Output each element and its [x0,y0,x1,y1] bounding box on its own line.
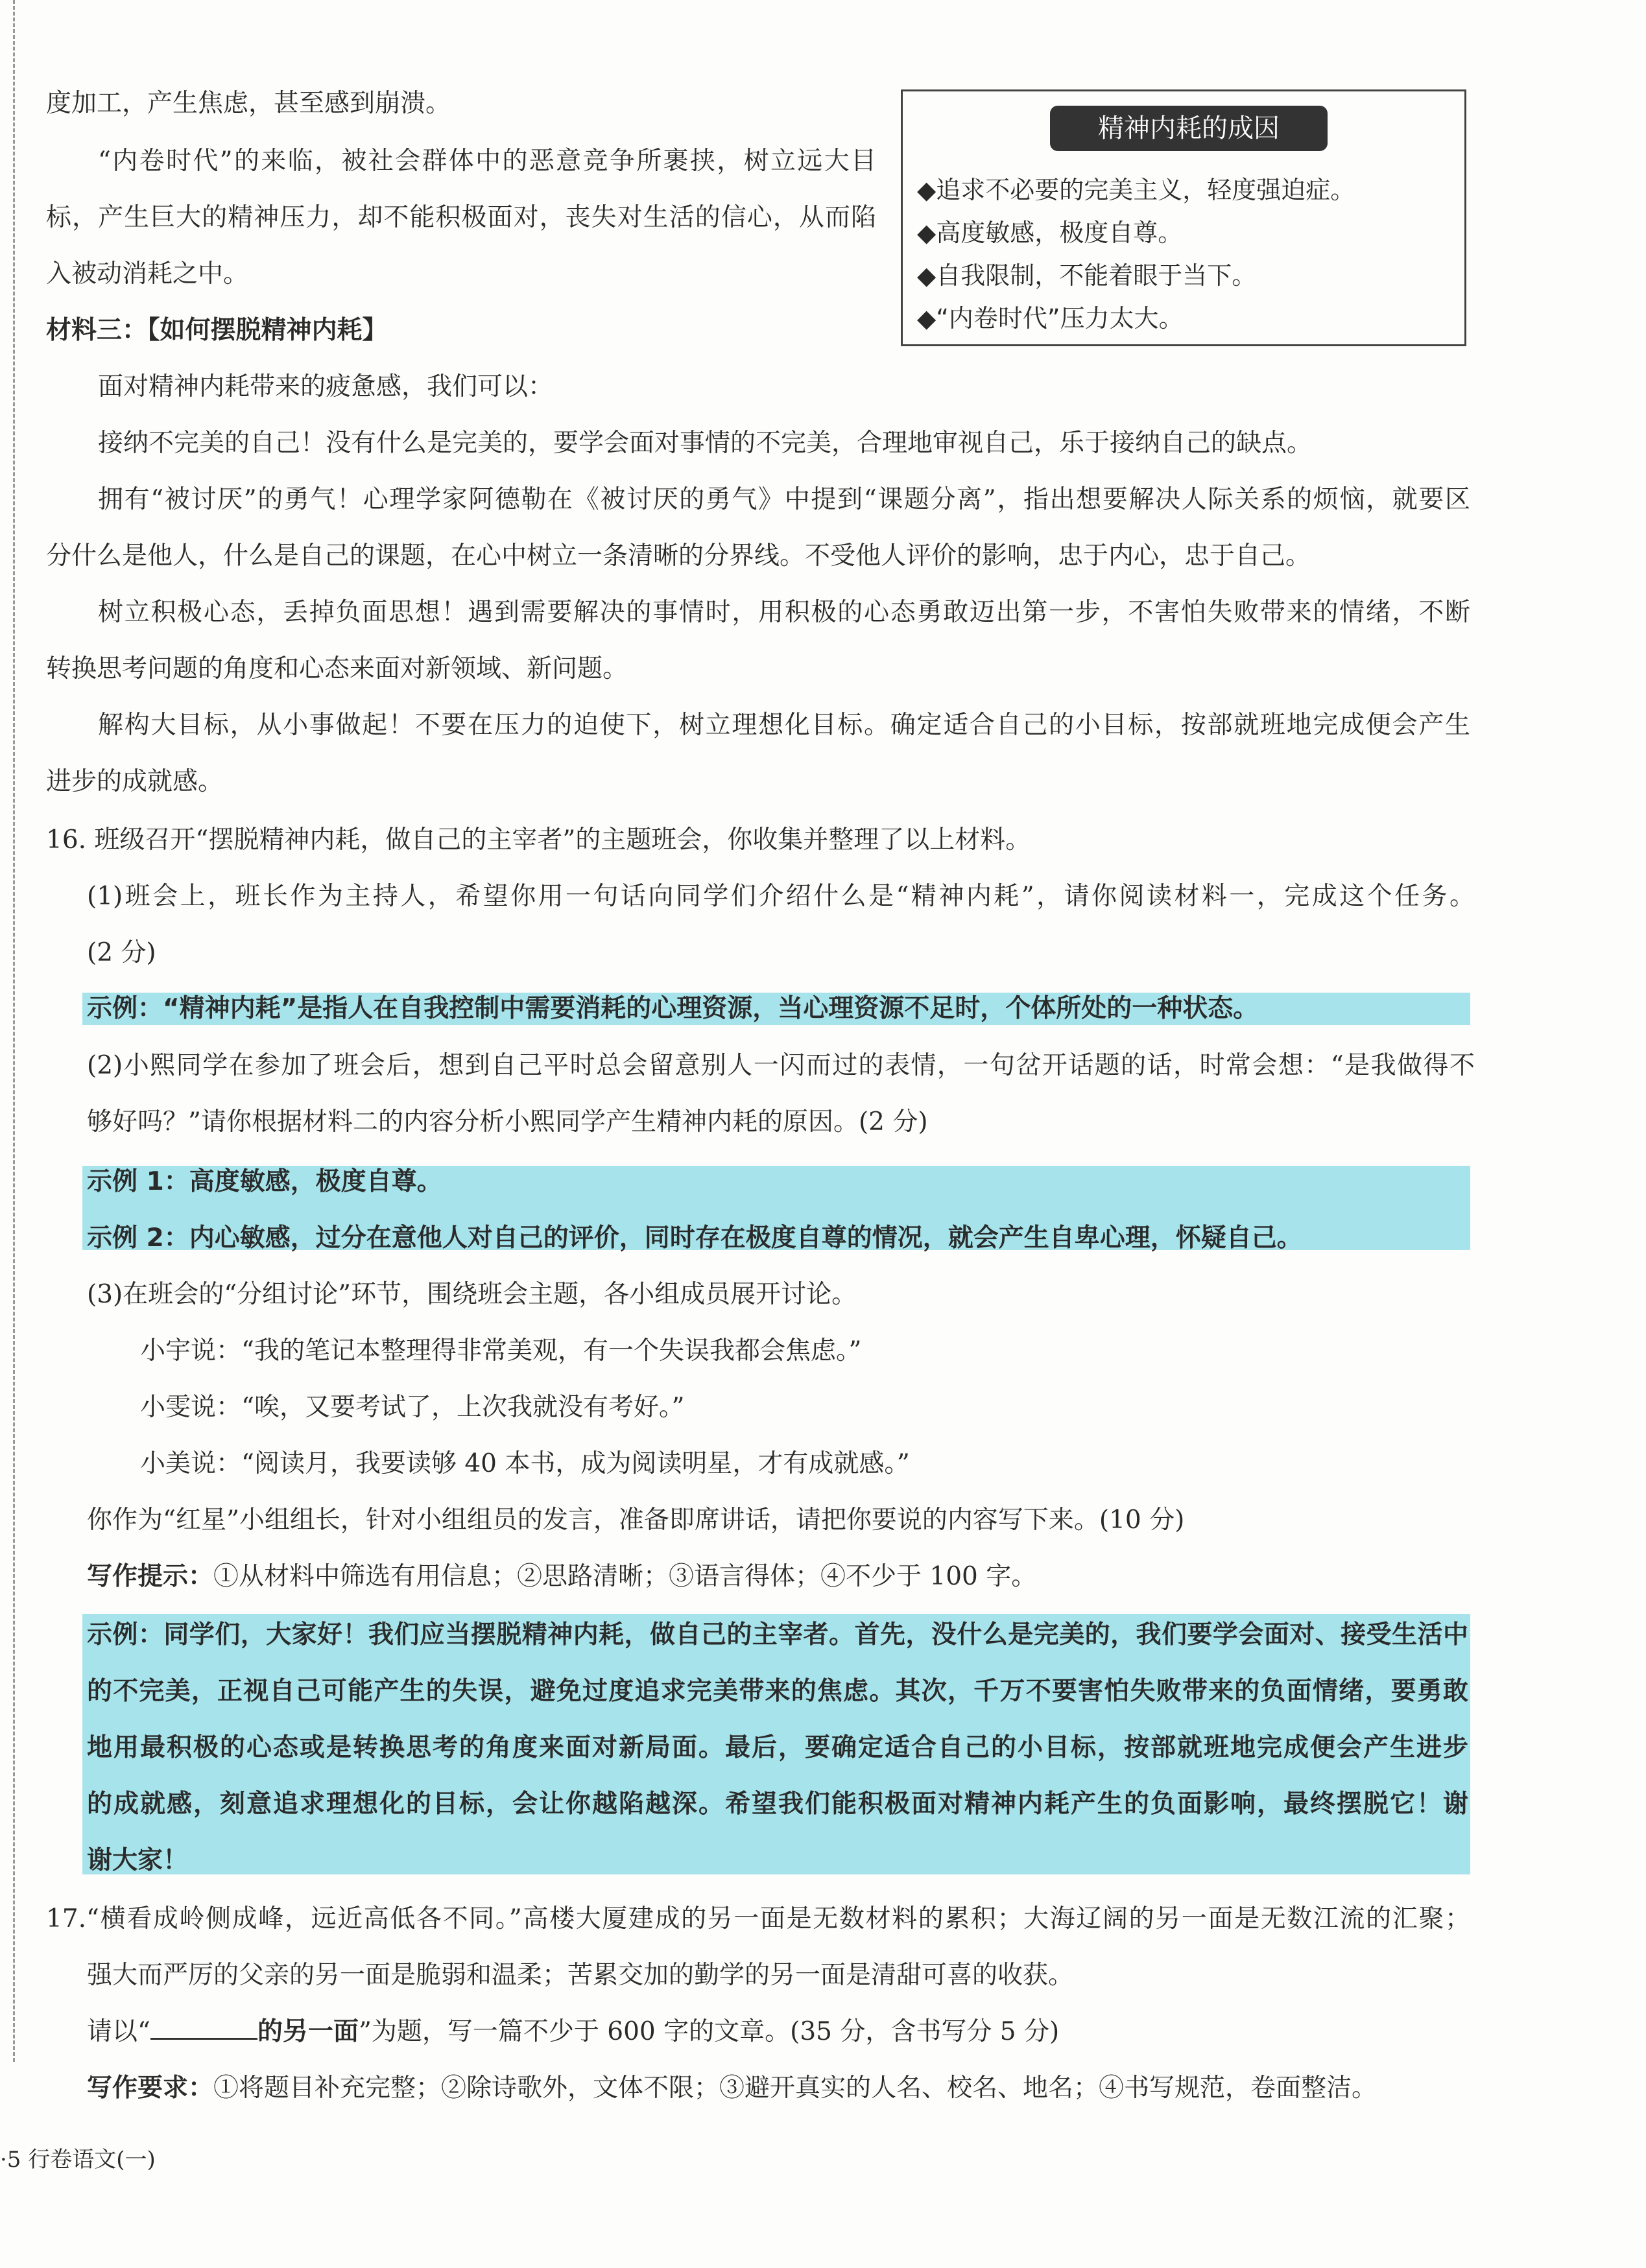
text-line: 面对精神内耗带来的疲惫感，我们可以： [98,372,554,401]
req-label: 写作要求： [87,2073,214,2103]
text-line: (3)在班会的“分组讨论”环节，围绕班会主题，各小组成员展开讨论。 [87,1280,857,1309]
text-line: 你作为“红星”小组组长，针对小组组员的发言，准备即席讲话，请把你要说的内容写下来。(10 分) [87,1506,1185,1535]
req-text: ①将题目补充完整；②除诗歌外，文体不限；③避开真实的人名、校名、地名；④书写规范，卷面整洁。 [213,2073,1378,2103]
hint-text: ①从材料中筛选有用信息；②思路清晰；③语言得体；④不少于 100 字。 [213,1562,1037,1591]
text-line: (2)小熙同学在参加了班会后，想到自己平时总会留意别人一闪而过的表情，一句岔开话题的话，时常会想：“是我做得不 [87,1051,1475,1080]
answer-3-line: 谢大家！ [87,1846,189,1875]
quote: 小美说：“阅读月，我要读够 40 本书，成为阅读明星，才有成就感。” [140,1449,910,1478]
cause-item: ◆“内卷时代”压力太大。 [917,304,1184,333]
answer-3-line: 的不完美，正视自己可能产生的失误，避免过度追求完美带来的焦虑。其次，千万不要害怕失败带来的负面情绪，要勇敢 [87,1677,1468,1706]
text-line: 分什么是他人，什么是自己的课题，在心中树立一条清晰的分界线。不受他人评价的影响，忠于内心，忠于自己。 [46,541,1311,571]
writing-hint [87,1559,1036,1595]
causes-box-title: 精神内耗的成因 [1050,106,1328,151]
answer-3-line: 地用最积极的心态或是转换思考的角度来面对新局面。最后，要确定适合自己的小目标，按部就班地完成便会产生进步 [87,1733,1468,1762]
quote: 小雯说：“唉，又要考试了，上次我就没有考好。” [140,1393,685,1422]
cause-item: ◆追求不必要的完美主义，轻度强迫症。 [917,176,1355,204]
answer-2-2: 示例 2：内心敏感，过分在意他人对自己的评价，同时存在极度自尊的情况，就会产生自卑心理，怀疑自己。 [87,1223,1302,1253]
text-line: 够好吗？”请你根据材料二的内容分析小熙同学产生精神内耗的原因。(2 分) [87,1107,928,1137]
essay-prompt [87,2014,1059,2050]
prompt-post: ”为题，写一篇不少于 600 字的文章。(35 分，含书写分 5 分) [358,2017,1060,2046]
prompt-title: 的另一面 [257,2017,359,2046]
material3-heading: 材料三：【如何摆脱精神内耗】 [46,316,388,345]
text-line: 解构大目标，从小事做起！不要在压力的迫使下，树立理想化目标。确定适合自己的小目标，按部就班地完成便会产生 [98,711,1470,740]
prompt-pre: 请以“ [87,2017,150,2046]
text-line: 度加工，产生焦虑，甚至感到崩溃。 [46,89,451,118]
quote: 小宇说：“我的笔记本整理得非常美观，有一个失误我都会焦虑。” [140,1336,862,1365]
title-blank [150,2018,257,2040]
writing-requirements [87,2070,1377,2107]
answer-1: 示例：“精神内耗”是指人在自我控制中需要消耗的心理资源，当心理资源不足时，个体所处的一种状态。 [87,994,1259,1023]
hint-label: 写作提示： [87,1562,214,1591]
text-line: 标，产生巨大的精神压力，却不能积极面对，丧失对生活的信心，从而陷 [46,203,876,232]
text-line: 树立积极心态，丢掉负面思想！遇到需要解决的事情时，用积极的心态勇敢迈出第一步，不害怕失败带来的情绪，不断 [98,598,1470,627]
causes-box [901,89,1466,346]
text-line: 转换思考问题的角度和心态来面对新领域、新问题。 [46,654,628,683]
text-line: “内卷时代”的来临，被社会群体中的恶意竞争所裹挟，树立远大目 [98,147,876,176]
cut-line [13,0,15,2062]
text-line: 拥有“被讨厌”的勇气！心理学家阿德勒在《被讨厌的勇气》中提到“课题分离”，指出想要解决人际关系的烦恼，就要区 [98,485,1470,514]
cause-item: ◆高度敏感，极度自尊。 [917,219,1183,247]
answer-2-1: 示例 1：高度敏感，极度自尊。 [87,1167,442,1196]
text-line: (2 分) [87,938,156,967]
question-17-stem: 17.“横看成岭侧成峰，远近高低各不同。”高楼大厦建成的另一面是无数材料的累积；大海辽阔的另一面是无数江流的汇聚； [46,1904,1470,1933]
text-line: 接纳不完美的自己！没有什么是完美的，要学会面对事情的不完美，合理地审视自己，乐于接纳自己的缺点。 [98,429,1313,458]
page-footer: ·5 行卷语文(一) [0,2147,156,2173]
cause-item: ◆自我限制，不能着眼于当下。 [917,261,1257,290]
text-line: 入被动消耗之中。 [46,259,249,289]
text-line: 强大而严厉的父亲的另一面是脆弱和温柔；苦累交加的勤学的另一面是清甜可喜的收获。 [87,1961,1074,1990]
answer-3-line: 的成就感，刻意追求理想化的目标，会让你越陷越深。希望我们能积极面对精神内耗产生的负面影响，最终摆脱它！谢 [87,1790,1468,1819]
question-16-stem: 16. 班级召开“摆脱精神内耗，做自己的主宰者”的主题班会，你收集并整理了以上材料。 [46,825,1031,855]
text-line: 进步的成就感。 [46,767,224,796]
text-line: (1)班会上，班长作为主持人，希望你用一句话向同学们介绍什么是“精神内耗”，请你阅读材料一，完成这个任务。 [87,882,1475,911]
answer-3-line: 示例：同学们，大家好！我们应当摆脱精神内耗，做自己的主宰者。首先，没什么是完美的，我们要学会面对、接受生活中 [87,1620,1468,1649]
